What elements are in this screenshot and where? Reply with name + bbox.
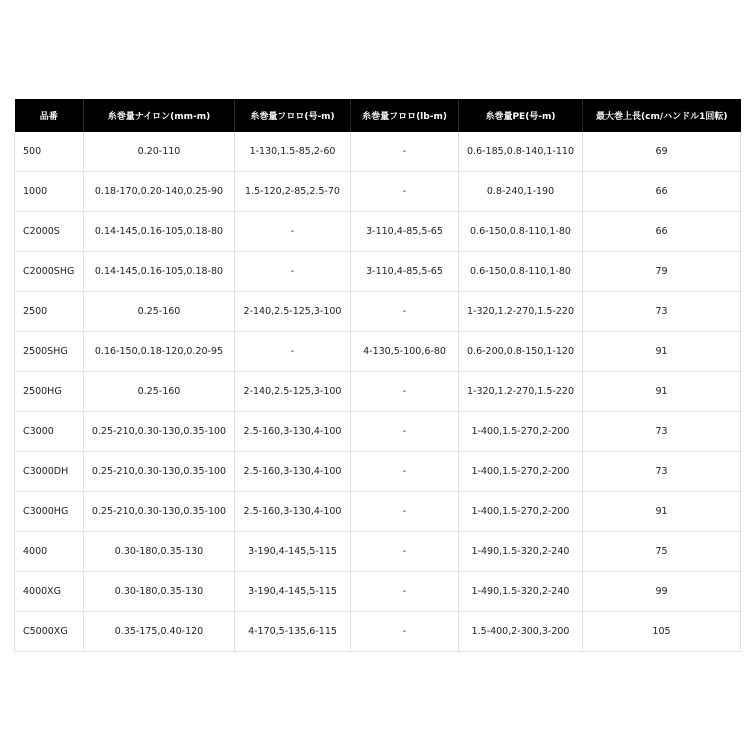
pe-capacity-cell: 0.8-240,1-190 xyxy=(459,172,583,212)
fluoro-capacity-go-cell: 2.5-160,3-130,4-100 xyxy=(235,452,351,492)
pe-capacity-cell: 1-400,1.5-270,2-200 xyxy=(459,412,583,452)
max-retrieve-cell: 91 xyxy=(583,492,741,532)
table-row xyxy=(15,292,741,332)
nylon-capacity-cell: 0.18-170,0.20-140,0.25-90 xyxy=(84,172,235,212)
model-cell: C3000DH xyxy=(15,452,84,492)
table-row xyxy=(15,332,741,372)
max-retrieve-cell: 73 xyxy=(583,452,741,492)
spec-table-body xyxy=(15,132,741,652)
fluoro-capacity-lb-cell: - xyxy=(351,572,459,612)
nylon-capacity-cell: 0.30-180,0.35-130 xyxy=(84,532,235,572)
model-cell: C2000S xyxy=(15,212,84,252)
header-fluoro-capacity-go: 糸巻量フロロ(号-m) xyxy=(235,99,351,132)
model-cell: 2500 xyxy=(15,292,84,332)
nylon-capacity-cell: 0.20-110 xyxy=(84,132,235,172)
max-retrieve-cell: 91 xyxy=(583,372,741,412)
pe-capacity-cell: 1.5-400,2-300,3-200 xyxy=(459,612,583,652)
fluoro-capacity-go-cell: - xyxy=(235,332,351,372)
nylon-capacity-cell: 0.25-210,0.30-130,0.35-100 xyxy=(84,452,235,492)
model-cell: 500 xyxy=(15,132,84,172)
max-retrieve-cell: 73 xyxy=(583,412,741,452)
max-retrieve-cell: 66 xyxy=(583,212,741,252)
table-row xyxy=(15,612,741,652)
pe-capacity-cell: 1-490,1.5-320,2-240 xyxy=(459,532,583,572)
max-retrieve-cell: 99 xyxy=(583,572,741,612)
nylon-capacity-cell: 0.25-210,0.30-130,0.35-100 xyxy=(84,492,235,532)
header-max-retrieve: 最大巻上長(cm/ハンドル1回転) xyxy=(583,99,741,132)
pe-capacity-cell: 0.6-150,0.8-110,1-80 xyxy=(459,212,583,252)
model-cell: 2500SHG xyxy=(15,332,84,372)
fluoro-capacity-lb-cell: - xyxy=(351,372,459,412)
fluoro-capacity-go-cell: - xyxy=(235,212,351,252)
table-row xyxy=(15,132,741,172)
fluoro-capacity-lb-cell: - xyxy=(351,172,459,212)
pe-capacity-cell: 1-320,1.2-270,1.5-220 xyxy=(459,372,583,412)
model-cell: 4000 xyxy=(15,532,84,572)
spec-table-header xyxy=(15,99,741,132)
pe-capacity-cell: 1-490,1.5-320,2-240 xyxy=(459,572,583,612)
fluoro-capacity-go-cell: 2-140,2.5-125,3-100 xyxy=(235,372,351,412)
fluoro-capacity-go-cell: 1-130,1.5-85,2-60 xyxy=(235,132,351,172)
fluoro-capacity-go-cell: 3-190,4-145,5-115 xyxy=(235,532,351,572)
max-retrieve-cell: 69 xyxy=(583,132,741,172)
table-row xyxy=(15,252,741,292)
pe-capacity-cell: 1-400,1.5-270,2-200 xyxy=(459,452,583,492)
header-pe-capacity: 糸巻量PE(号-m) xyxy=(459,99,583,132)
pe-capacity-cell: 0.6-200,0.8-150,1-120 xyxy=(459,332,583,372)
nylon-capacity-cell: 0.14-145,0.16-105,0.18-80 xyxy=(84,252,235,292)
pe-capacity-cell: 0.6-185,0.8-140,1-110 xyxy=(459,132,583,172)
fluoro-capacity-lb-cell: - xyxy=(351,132,459,172)
pe-capacity-cell: 1-400,1.5-270,2-200 xyxy=(459,492,583,532)
table-row xyxy=(15,532,741,572)
fluoro-capacity-lb-cell: 4-130,5-100,6-80 xyxy=(351,332,459,372)
table-row xyxy=(15,372,741,412)
nylon-capacity-cell: 0.25-210,0.30-130,0.35-100 xyxy=(84,412,235,452)
nylon-capacity-cell: 0.25-160 xyxy=(84,372,235,412)
header-model: 品番 xyxy=(15,99,84,132)
fluoro-capacity-go-cell: 2.5-160,3-130,4-100 xyxy=(235,492,351,532)
model-cell: C5000XG xyxy=(15,612,84,652)
pe-capacity-cell: 1-320,1.2-270,1.5-220 xyxy=(459,292,583,332)
model-cell: C3000HG xyxy=(15,492,84,532)
fluoro-capacity-go-cell: 4-170,5-135,6-115 xyxy=(235,612,351,652)
nylon-capacity-cell: 0.25-160 xyxy=(84,292,235,332)
fluoro-capacity-lb-cell: - xyxy=(351,612,459,652)
fluoro-capacity-lb-cell: 3-110,4-85,5-65 xyxy=(351,212,459,252)
fluoro-capacity-go-cell: 1.5-120,2-85,2.5-70 xyxy=(235,172,351,212)
model-cell: C2000SHG xyxy=(15,252,84,292)
fluoro-capacity-lb-cell: - xyxy=(351,532,459,572)
fluoro-capacity-lb-cell: - xyxy=(351,292,459,332)
table-row xyxy=(15,492,741,532)
header-row xyxy=(15,99,741,132)
model-cell: 4000XG xyxy=(15,572,84,612)
pe-capacity-cell: 0.6-150,0.8-110,1-80 xyxy=(459,252,583,292)
max-retrieve-cell: 73 xyxy=(583,292,741,332)
fluoro-capacity-lb-cell: 3-110,4-85,5-65 xyxy=(351,252,459,292)
table-row xyxy=(15,412,741,452)
table-row xyxy=(15,172,741,212)
spec-table xyxy=(14,99,741,652)
nylon-capacity-cell: 0.14-145,0.16-105,0.18-80 xyxy=(84,212,235,252)
table-row xyxy=(15,212,741,252)
nylon-capacity-cell: 0.30-180,0.35-130 xyxy=(84,572,235,612)
table-row xyxy=(15,572,741,612)
max-retrieve-cell: 66 xyxy=(583,172,741,212)
table-row xyxy=(15,452,741,492)
max-retrieve-cell: 79 xyxy=(583,252,741,292)
fluoro-capacity-lb-cell: - xyxy=(351,452,459,492)
model-cell: 2500HG xyxy=(15,372,84,412)
max-retrieve-cell: 91 xyxy=(583,332,741,372)
model-cell: C3000 xyxy=(15,412,84,452)
fluoro-capacity-lb-cell: - xyxy=(351,412,459,452)
max-retrieve-cell: 75 xyxy=(583,532,741,572)
fluoro-capacity-go-cell: 2-140,2.5-125,3-100 xyxy=(235,292,351,332)
header-nylon-capacity: 糸巻量ナイロン(mm-m) xyxy=(84,99,235,132)
nylon-capacity-cell: 0.16-150,0.18-120,0.20-95 xyxy=(84,332,235,372)
fluoro-capacity-lb-cell: - xyxy=(351,492,459,532)
fluoro-capacity-go-cell: - xyxy=(235,252,351,292)
header-fluoro-capacity-lb: 糸巻量フロロ(lb-m) xyxy=(351,99,459,132)
max-retrieve-cell: 105 xyxy=(583,612,741,652)
fluoro-capacity-go-cell: 3-190,4-145,5-115 xyxy=(235,572,351,612)
fluoro-capacity-go-cell: 2.5-160,3-130,4-100 xyxy=(235,412,351,452)
model-cell: 1000 xyxy=(15,172,84,212)
nylon-capacity-cell: 0.35-175,0.40-120 xyxy=(84,612,235,652)
